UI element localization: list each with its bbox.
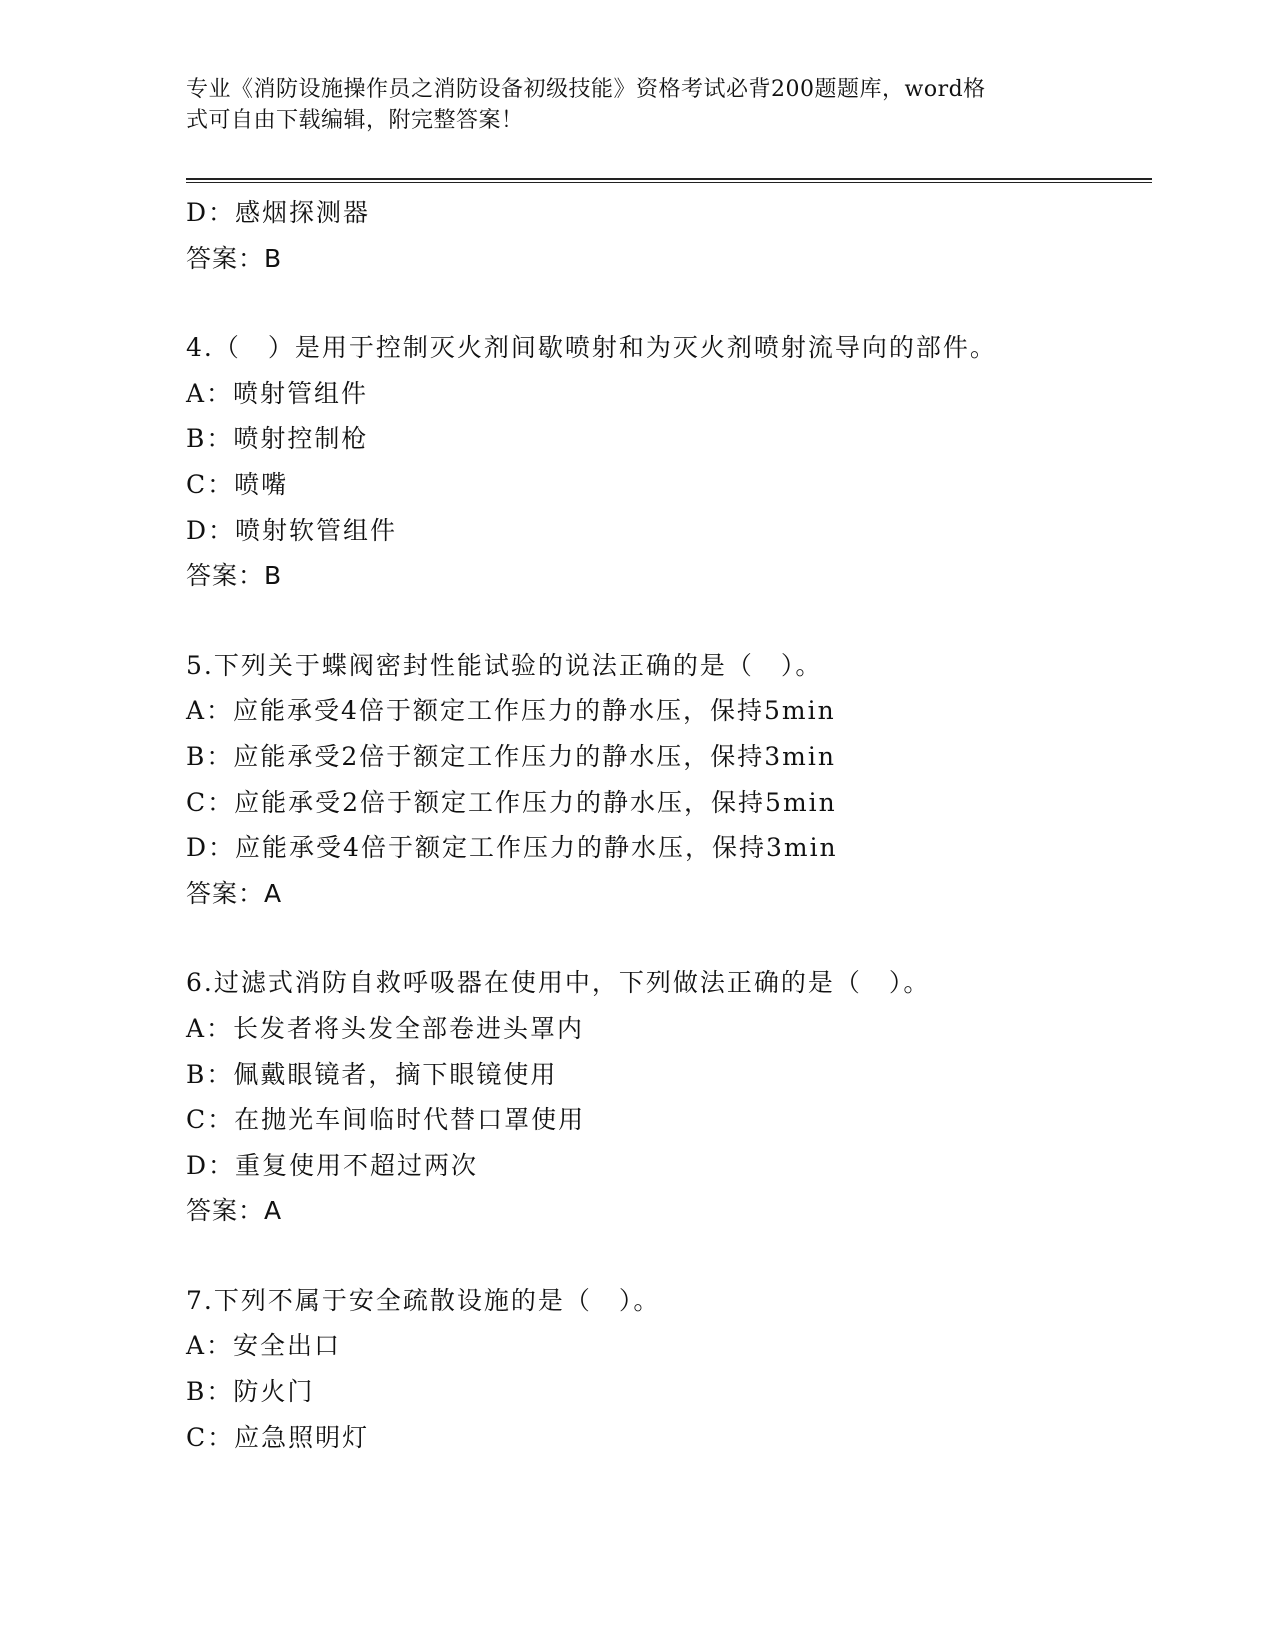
answer: 答案：A (186, 878, 283, 908)
answer: 答案：B (186, 561, 283, 591)
document-header (186, 74, 1086, 136)
spacer (186, 281, 1166, 325)
option-b: B：应能承受2倍于额定工作压力的静水压，保持3min (186, 741, 836, 771)
option-a: A：长发者将头发全部卷进头罩内 (186, 1013, 585, 1043)
option-d: D：感烟探测器 (186, 198, 371, 227)
question-7 (186, 1278, 1166, 1460)
option-d: D：喷射软管组件 (186, 515, 398, 545)
header-line-2: 式可自由下载编辑，附完整答案！ (186, 108, 524, 133)
header-divider-top (186, 178, 1152, 180)
option-c: C：在抛光车间临时代替口罩使用 (186, 1105, 586, 1135)
option-c: C：应急照明灯 (186, 1422, 370, 1452)
option-d: D：重复使用不超过两次 (186, 1150, 479, 1180)
question-text: 6.过滤式消防自救呼吸器在使用中，下列做法正确的是（ ）。 (186, 968, 931, 998)
option-c: C：喷嘴 (186, 469, 289, 499)
option-b: B：防火门 (186, 1377, 315, 1407)
question-4 (186, 325, 1166, 599)
question-list (186, 190, 1166, 1460)
spacer (186, 1234, 1166, 1278)
question-text: 7.下列不属于安全疏散设施的是（ ）。 (186, 1285, 661, 1315)
option-c: C：应能承受2倍于额定工作压力的静水压，保持5min (186, 787, 837, 817)
question-text: 5.下列关于蝶阀密封性能试验的说法正确的是（ ）。 (186, 650, 823, 680)
spacer (186, 916, 1166, 960)
option-b: B：佩戴眼镜者，摘下眼镜使用 (186, 1059, 558, 1089)
option-a: A：应能承受4倍于额定工作压力的静水压，保持5min (186, 696, 836, 726)
option-d: D：应能承受4倍于额定工作压力的静水压，保持3min (186, 833, 838, 863)
option-a: A：安全出口 (186, 1331, 342, 1361)
header-divider-bottom (186, 182, 1152, 183)
option-a: A：喷射管组件 (186, 378, 369, 408)
question-3-tail (186, 190, 1166, 281)
question-6 (186, 960, 1166, 1234)
answer: 答案：A (186, 1196, 283, 1226)
spacer (186, 599, 1166, 643)
header-line-1: 专业《消防设施操作员之消防设备初级技能》资格考试必背200题题库，word格 (186, 77, 986, 102)
question-5 (186, 643, 1166, 917)
answer: 答案：B (186, 243, 283, 273)
option-b: B：喷射控制枪 (186, 424, 369, 454)
question-text: 4.（ ）是用于控制灭火剂间歇喷射和为灭火剂喷射流导向的部件。 (186, 333, 997, 363)
